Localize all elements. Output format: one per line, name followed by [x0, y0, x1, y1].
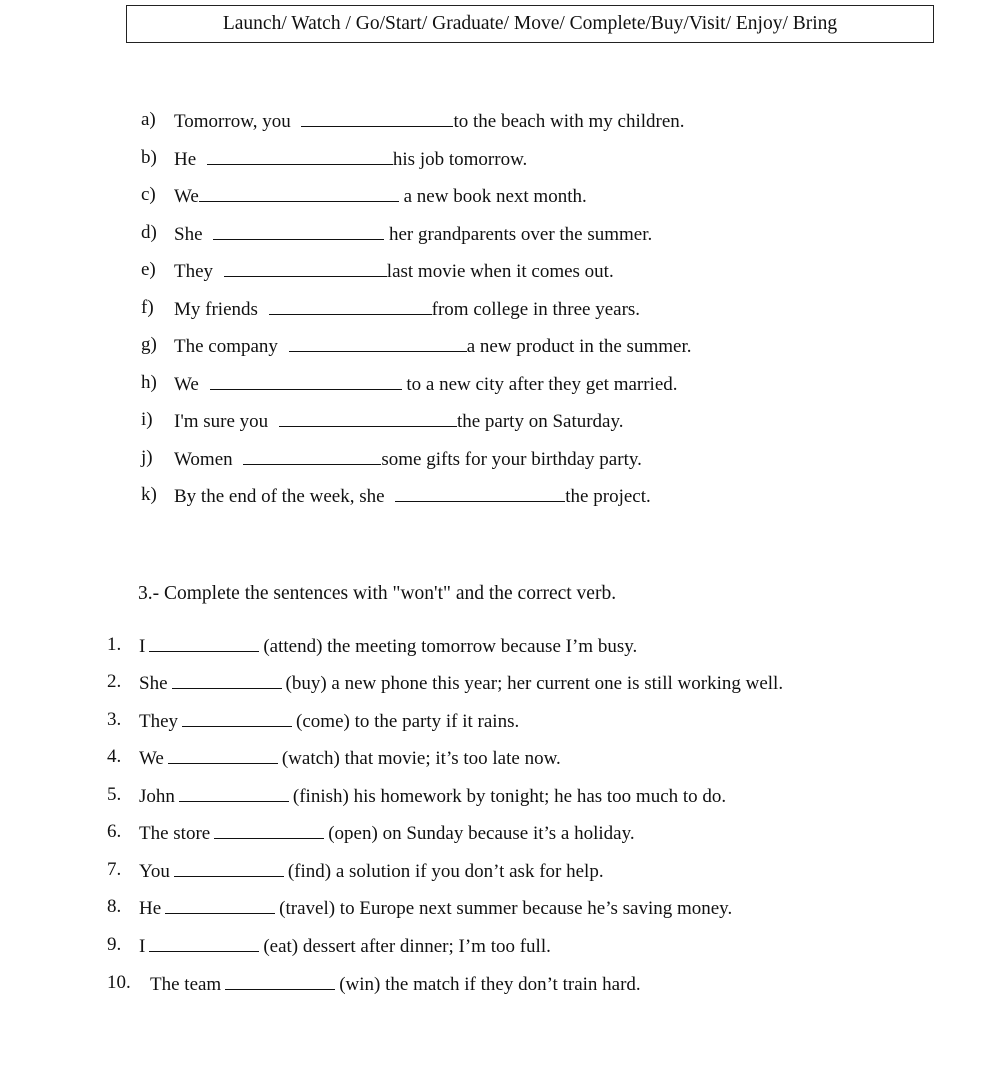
sentence — [174, 483, 651, 509]
sentence-end: (open) on Sunday because it’s a holiday. — [328, 823, 635, 844]
answer-blank[interactable] — [174, 858, 284, 877]
sentence-end: (watch) that movie; it’s too late now. — [281, 748, 561, 769]
answer-blank[interactable] — [289, 333, 467, 352]
item-number: 4. — [107, 746, 122, 767]
answer-blank[interactable] — [224, 258, 387, 277]
sentence-end: the party on Saturday. — [456, 411, 624, 432]
sentence-end: a new product in the summer. — [466, 336, 692, 357]
sentence-start: I'm sure you — [174, 411, 269, 432]
item-marker: g) — [141, 334, 157, 355]
answer-blank[interactable] — [279, 408, 457, 427]
item-number: 10. — [107, 972, 131, 993]
sentence — [174, 371, 678, 397]
answer-blank[interactable] — [210, 371, 402, 390]
sentence-end: to a new city after they get married. — [401, 374, 678, 395]
sentence-start: He — [174, 149, 197, 170]
sentence — [139, 783, 726, 809]
answer-blank[interactable] — [395, 483, 565, 502]
sentence-end: (find) a solution if you don’t ask for help. — [287, 861, 604, 882]
sentence-start: We — [139, 748, 164, 769]
answer-blank[interactable] — [168, 745, 278, 764]
sentence — [174, 333, 691, 359]
answer-blank[interactable] — [213, 221, 384, 240]
item-number: 6. — [107, 821, 122, 842]
sentence-start: You — [139, 861, 170, 882]
sentence — [139, 708, 519, 734]
sentence-end: the project. — [565, 486, 651, 507]
sentence-end: last movie when it comes out. — [386, 261, 614, 282]
item-marker: e) — [141, 259, 156, 280]
sentence-end: (come) to the party if it rains. — [296, 711, 520, 732]
answer-blank[interactable] — [243, 446, 381, 465]
sentence — [150, 971, 641, 997]
item-marker: a) — [141, 109, 156, 130]
sentence-start: They — [174, 261, 214, 282]
answer-blank[interactable] — [199, 183, 399, 202]
sentence-start: We — [174, 374, 199, 395]
item-marker: j) — [141, 447, 153, 468]
sentence — [139, 933, 551, 959]
item-marker: c) — [141, 184, 156, 205]
answer-blank[interactable] — [179, 783, 289, 802]
answer-blank[interactable] — [269, 296, 432, 315]
sentence — [139, 633, 637, 659]
answer-blank[interactable] — [165, 895, 275, 914]
item-number: 2. — [107, 671, 122, 692]
sentence-end: (eat) dessert after dinner; I’m too full. — [263, 936, 551, 957]
sentence — [174, 446, 642, 472]
item-marker: h) — [141, 372, 157, 393]
sentence-start: My friends — [174, 299, 258, 320]
sentence-start: The team — [150, 974, 222, 995]
sentence-end: (attend) the meeting tomorrow because I’m busy. — [263, 636, 638, 657]
sentence-end: (travel) to Europe next summer because he’s saving money. — [279, 898, 733, 919]
sentence — [139, 895, 732, 921]
word-bank-box — [126, 5, 934, 43]
item-number: 7. — [107, 859, 122, 880]
answer-blank[interactable] — [214, 820, 324, 839]
sentence — [174, 408, 624, 434]
word-bank-text: Launch/ Watch / Go/Start/ Graduate/ Move/ Complete/Buy/Visit/ Enjoy/ Bring — [222, 13, 838, 34]
sentence-end: (finish) his homework by tonight; he has too much to do. — [292, 786, 727, 807]
item-number: 1. — [107, 634, 122, 655]
sentence-start: I — [139, 936, 146, 957]
item-number: 8. — [107, 896, 122, 917]
sentence — [174, 108, 685, 134]
item-marker: b) — [141, 147, 157, 168]
sentence — [174, 146, 527, 172]
sentence-end: (buy) a new phone this year; her current one is still working well. — [285, 673, 784, 694]
sentence — [174, 258, 614, 284]
item-number: 3. — [107, 709, 122, 730]
answer-blank[interactable] — [207, 146, 393, 165]
sentence — [139, 820, 635, 846]
sentence-end: his job tomorrow. — [392, 149, 528, 170]
sentence-start: She — [139, 673, 168, 694]
item-number: 5. — [107, 784, 122, 805]
sentence-start: They — [139, 711, 179, 732]
sentence-start: Tomorrow, you — [174, 111, 291, 132]
sentence-end: from college in three years. — [431, 299, 641, 320]
answer-blank[interactable] — [172, 670, 282, 689]
item-marker: i) — [141, 409, 153, 430]
answer-blank[interactable] — [301, 108, 453, 127]
sentence — [174, 296, 640, 322]
answer-blank[interactable] — [149, 933, 259, 952]
item-marker: k) — [141, 484, 157, 505]
sentence-start: By the end of the week, she — [174, 486, 385, 507]
sentence-start: We — [174, 186, 199, 207]
answer-blank[interactable] — [225, 971, 335, 990]
sentence — [139, 745, 561, 771]
sentence — [174, 183, 587, 209]
section-heading: 3.- Complete the sentences with "won't" and the correct verb. — [138, 583, 617, 604]
item-marker: f) — [141, 297, 154, 318]
sentence-start: I — [139, 636, 146, 657]
sentence-start: The store — [139, 823, 211, 844]
item-number: 9. — [107, 934, 122, 955]
sentence-end: (win) the match if they don’t train hard. — [339, 974, 641, 995]
sentence-end: her grandparents over the summer. — [384, 224, 653, 245]
answer-blank[interactable] — [149, 633, 259, 652]
sentence-end: some gifts for your birthday party. — [381, 449, 642, 470]
sentence-start: Women — [174, 449, 233, 470]
answer-blank[interactable] — [182, 708, 292, 727]
sentence-start: He — [139, 898, 162, 919]
sentence-start: She — [174, 224, 203, 245]
item-marker: d) — [141, 222, 157, 243]
sentence-end: a new book next month. — [398, 186, 587, 207]
sentence-end: to the beach with my children. — [453, 111, 685, 132]
sentence — [139, 670, 783, 696]
sentence-start: The company — [174, 336, 278, 357]
sentence — [139, 858, 604, 884]
sentence — [174, 221, 652, 247]
sentence-start: John — [139, 786, 175, 807]
